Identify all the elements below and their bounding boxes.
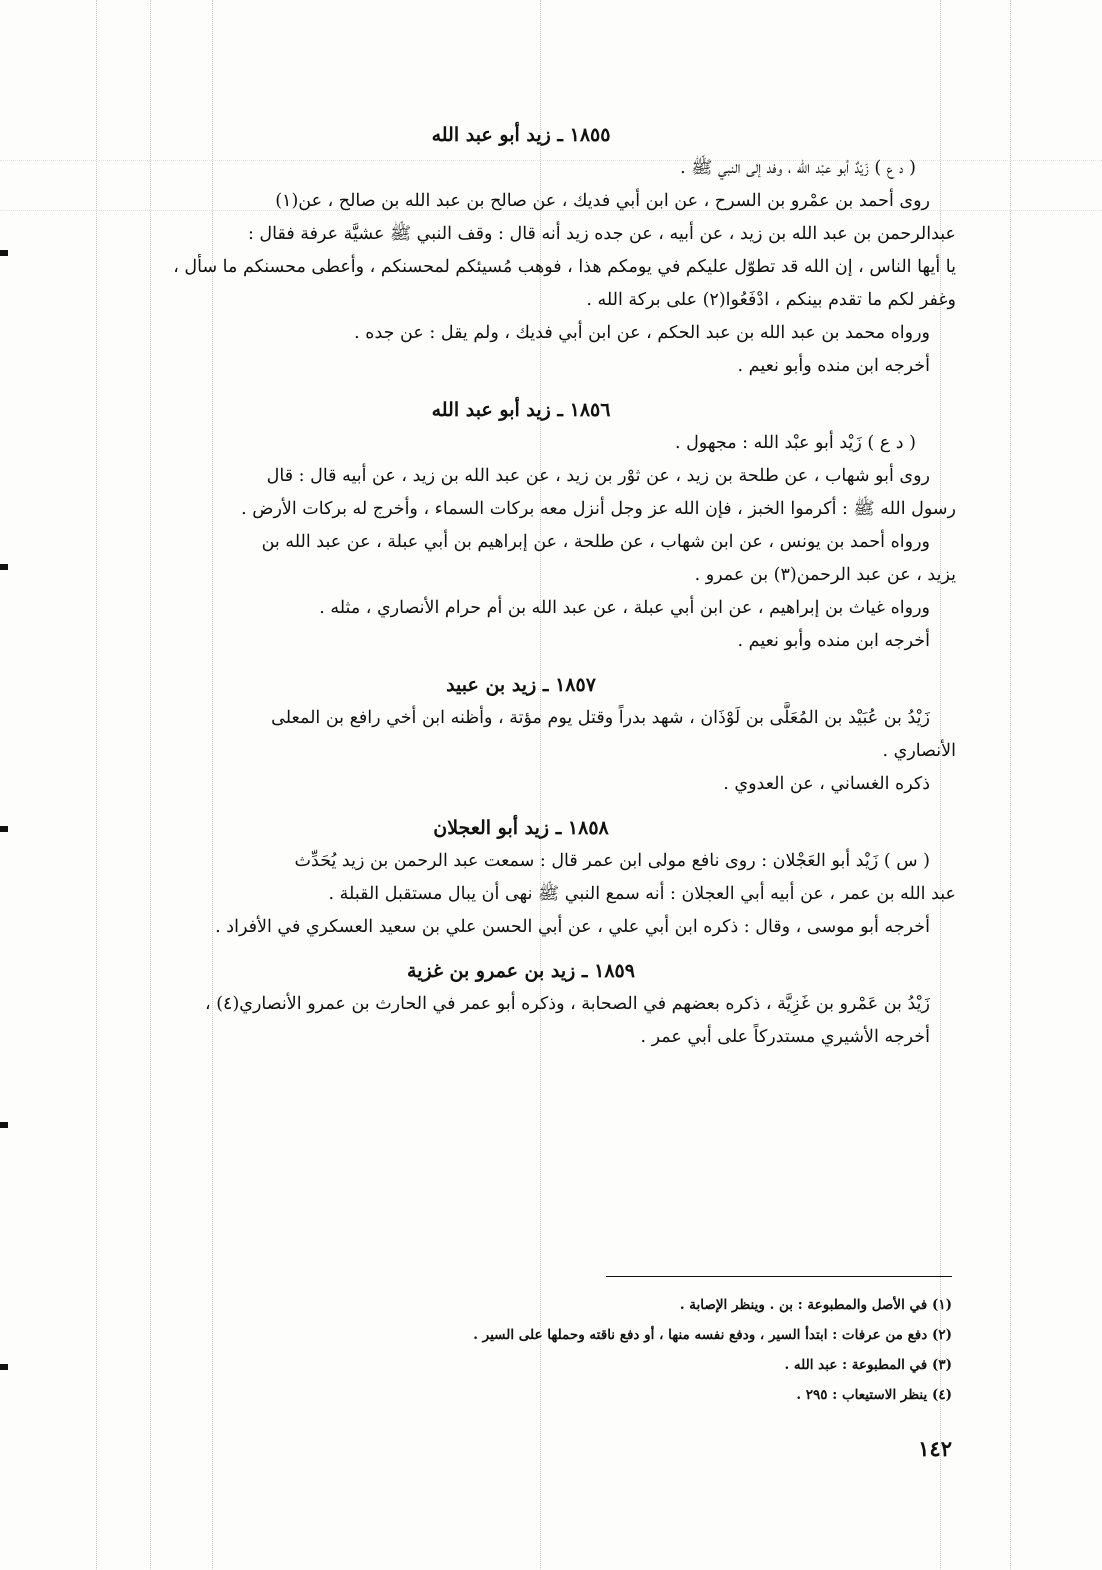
entry-line: ذكره الغساني ، عن العدوي . [723, 774, 930, 794]
entry-line: زَيْدُ بن عَمْرو بن غَزِيَّة ، ذكره بعضهم في الصحابة ، وذكره أبو عمر في الحارث بن عمرو الأنصاري(٤) ، [205, 994, 930, 1014]
footnote: (٤) ينظر الاستيعاب : ٢٩٥ . [796, 1387, 952, 1403]
entry-line: رسول الله ﷺ : أكرموا الخبز ، فإن الله عز وجل أنزل معه بركات السماء ، وأخرج له بركات الأرض . [241, 499, 956, 519]
entry-line: زَيْدُ بن عُبَيْد بن المُعَلَّى بن لَوْذَان ، شهد بدراً وقتل يوم مؤتة ، وأظنه ابن أخي رافع بن المعلى [271, 708, 930, 728]
entry-title: ١٨٥٥ ـ زيد أبو عبد الله [431, 124, 611, 146]
entry-line: روى أبو شهاب ، عن طلحة بن زيد ، عن ثوْر بن زيد ، عن عبد الله بن زيد ، عن أبيه قال : قال [266, 466, 930, 486]
entry [86, 811, 956, 944]
scan-edge-mark [0, 826, 8, 832]
entry-line: ورواه محمد بن عبد الله بن عبد الحكم ، عن ابن أبي فديك ، ولم يقل : عن جده . [354, 323, 930, 343]
page-number: ١٤٢ [918, 1436, 952, 1461]
page-body [86, 118, 956, 1054]
entry [86, 954, 956, 1054]
entry-title: ١٨٥٨ ـ زيد أبو العجلان [433, 817, 609, 839]
entry [86, 118, 956, 383]
scan-edge-mark [0, 564, 8, 570]
scan-edge-mark [0, 250, 8, 256]
entry-line: روى أحمد بن عمْرو بن السرح ، عن ابن أبي فديك ، عن صالح بن عبد الله بن صالح ، عن(١) [275, 191, 930, 211]
footnote: (٣) في المطبوعة : عبد الله . [784, 1357, 952, 1373]
entry-line: أخرجه ابن منده وأبو نعيم . [737, 631, 930, 651]
scan-dotted-line [1010, 0, 1011, 1570]
entry-line: عبدالرحمن بن عبد الله بن زيد ، عن أبيه ، عن جده زيد أنه قال : وقف النبي ﷺ عشيَّة عرفة فقال : [247, 224, 956, 244]
entry-line: يا أيها الناس ، إن الله قد تطوّل عليكم في يومكم هذا ، فوهب مُسيئكم لمحسنكم ، وأعطى محسنكم ما سأل ، [173, 257, 956, 277]
entry-line: الأنصاري . [882, 741, 956, 761]
entry-line: أخرجه الأشيري مستدركاً على أبي عمر . [640, 1027, 930, 1047]
entry-title: ١٨٥٧ ـ زيد بن عبيد [446, 674, 596, 696]
entry-line: أخرجه أبو موسى ، وقال : ذكره ابن أبي علي ، عن أبي الحسن علي بن سعيد العسكري في الأفراد . [215, 917, 930, 937]
entry-line: وغفر لكم ما تقدم بينكم ، ادْفَعُوا(٢) على بركة الله . [586, 290, 956, 310]
entry-title: ١٨٥٩ ـ زيد بن عمرو بن غزية [407, 960, 635, 982]
footnote-divider [606, 1276, 952, 1277]
footnotes [300, 1290, 952, 1410]
footnote: (١) في الأصل والمطبوعة : بن . وينظر الإصابة . [679, 1297, 952, 1313]
entry-line: ( د ع ) زَيْدٌ أبو عبْد الله ، وفد إلى النبي ﷺ . [680, 158, 916, 178]
scan-edge-mark [0, 1364, 8, 1370]
entry-line: ( س ) زَيْد أبو العَجْلان : روى نافع مولى ابن عمر قال : سمعت عبد الرحمن بن زيد يُحَدِّث [294, 851, 930, 871]
scan-edge-mark [0, 1122, 8, 1128]
entry-line: ورواه غياث بن إبراهيم ، عن ابن أبي عبلة ، عن عبد الله بن أم حرام الأنصاري ، مثله . [319, 598, 930, 618]
entry-title: ١٨٥٦ ـ زيد أبو عبد الله [431, 399, 611, 421]
entry [86, 393, 956, 658]
entry [86, 668, 956, 801]
entry-line: ( د ع ) زَيْد أبو عبْد الله : مجهول . [674, 433, 916, 453]
entry-line: عبد الله بن عمر ، عن أبيه أبي العجلان : أنه سمع النبي ﷺ نهى أن يبال مستقبل القبلة . [328, 884, 956, 904]
entry-line: أخرجه ابن منده وأبو نعيم . [737, 356, 930, 376]
entry-line: يزيد ، عن عبد الرحمن(٣) بن عمرو . [694, 565, 956, 585]
entry-line: ورواه أحمد بن يونس ، عن ابن شهاب ، عن طلحة ، عن إبراهيم بن أبي عبلة ، عن عبد الله بن [261, 532, 930, 552]
footnote: (٢) دفع من عرفات : ابتدأ السير ، ودفع نفسه منها ، أو دفع ناقته وحملها على السير . [473, 1327, 952, 1343]
